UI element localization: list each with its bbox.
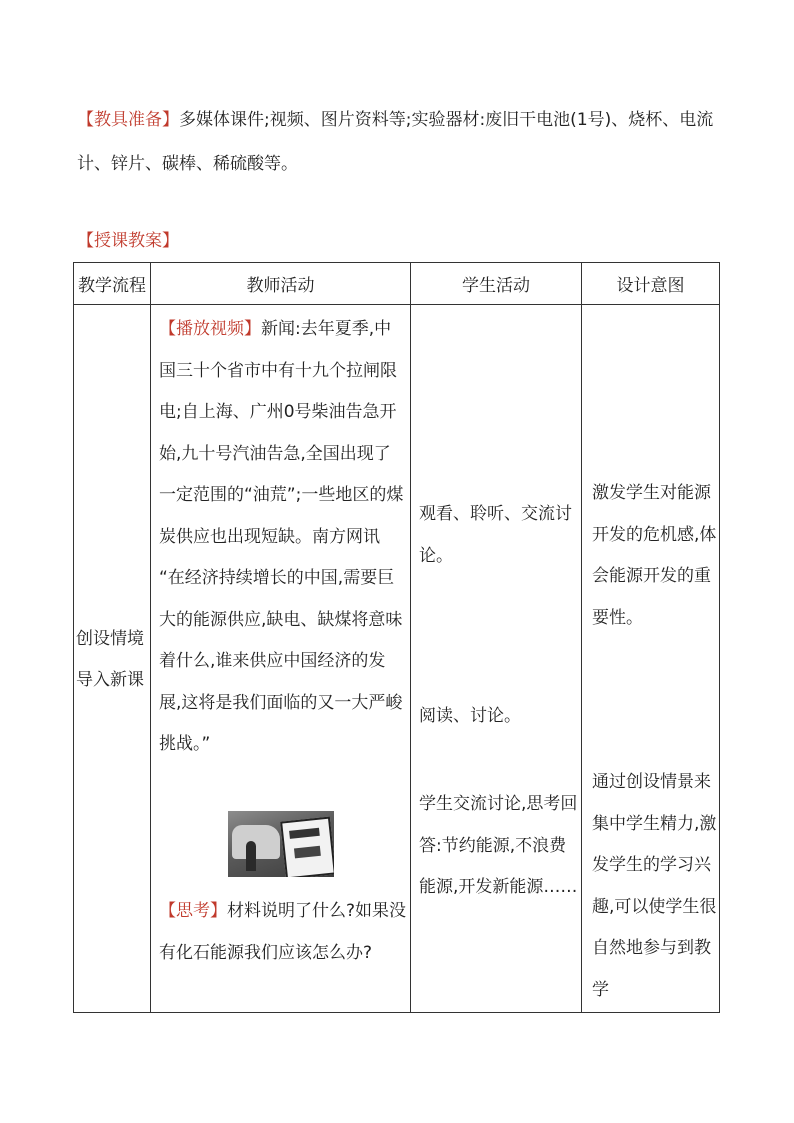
video-news-paragraph xyxy=(159,309,404,766)
teaching-aids-paragraph xyxy=(77,98,727,186)
no-diesel-sign xyxy=(280,817,334,877)
header-student-activity: 学生活动 xyxy=(411,263,582,305)
fuel-shortage-photo xyxy=(228,811,334,877)
think-tag: 【思考】 xyxy=(159,901,227,921)
teaching-aids-tag: 【教具准备】 xyxy=(77,110,179,130)
design-intent-interest: 通过创设情景来集中学生精力,激发学生的学习兴趣,可以使学生很自然地参与到教学 xyxy=(592,772,717,1000)
student-activity-watch: 观看、聆听、交流讨论。 xyxy=(419,504,572,566)
flow-cell xyxy=(74,305,151,1013)
video-news-text: 新闻:去年夏季,中国三十个省市中有十九个拉闸限电;自上海、广州0号柴油告急开始,九十号汽油告急,全国出现了一定范围的“油荒”;一些地区的煤炭供应也出现短缺。南方网讯 “在经济持续增长的中国,需要巨大的能源供应,缺电、缺煤将意味着什么,谁来供应中国经济的发展,这将是我们面临的又一大严峻挑战。” xyxy=(159,319,404,754)
car-shape xyxy=(232,825,280,859)
student-activity-discuss: 学生交流讨论,思考回答:节约能源,不浪费能源,开发新能源…… xyxy=(419,794,578,897)
video-tag: 【播放视频】 xyxy=(159,319,261,339)
table-row xyxy=(74,305,720,1013)
flow-label: 创设情境导入新课 xyxy=(76,629,144,690)
lesson-plan-table xyxy=(73,262,720,1013)
student-activity-read: 阅读、讨论。 xyxy=(419,706,521,726)
think-question-text: 材料说明了什么?如果没有化石能源我们应该怎么办? xyxy=(159,901,407,963)
teacher-activity-cell xyxy=(151,305,411,1013)
lesson-plan-title: 【授课教案】 xyxy=(77,231,179,251)
teaching-aids-text: 多媒体课件;视频、图片资料等;实验器材:废旧干电池(1号)、烧杯、电流计、锌片、碳棒、稀硫酸等。 xyxy=(77,110,714,174)
header-design-intent: 设计意图 xyxy=(582,263,720,305)
person-shape xyxy=(246,841,256,871)
student-activity-cell xyxy=(411,305,582,1013)
header-flow: 教学流程 xyxy=(74,263,151,305)
header-teacher-activity: 教师活动 xyxy=(151,263,411,305)
design-intent-crisis: 激发学生对能源开发的危机感,体会能源开发的重要性。 xyxy=(592,483,717,628)
design-intent-cell xyxy=(582,305,720,1013)
table-header-row xyxy=(74,263,720,305)
think-question-paragraph xyxy=(159,891,414,974)
